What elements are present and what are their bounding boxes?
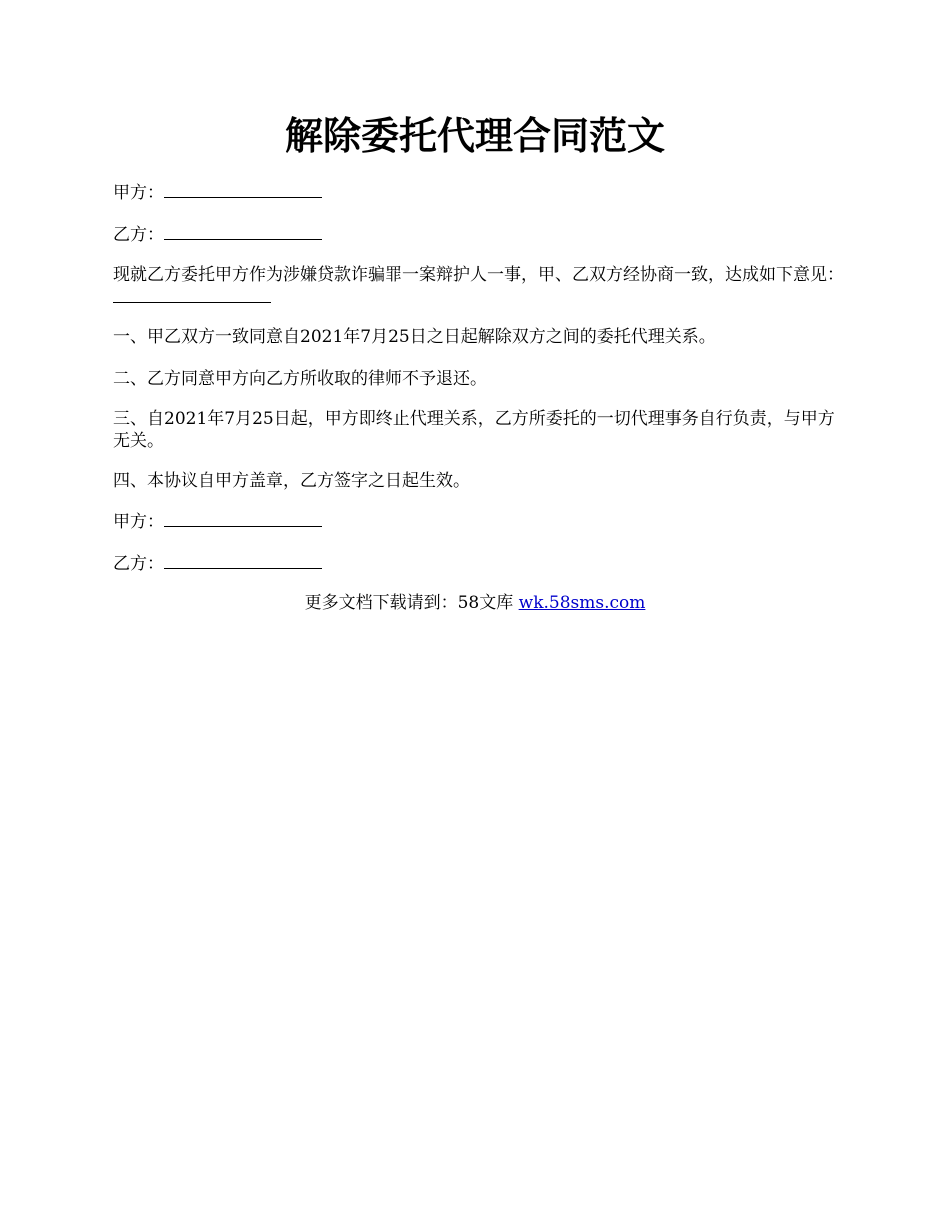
intro-text: 现就乙方委托甲方作为涉嫌贷款诈骗罪一案辩护人一事，甲、乙双方经协商一致，达成如下意见：: [113, 265, 844, 285]
document-title: 解除委托代理合同范文: [284, 113, 665, 158]
intro-paragraph: [113, 264, 848, 309]
clause-4: 四、本协议自甲方盖章，乙方签字之日起生效。: [113, 471, 470, 491]
party-a-line: [113, 181, 848, 204]
clause-3: 三、自2021年7月25日起，甲方即终止代理关系，乙方所委托的一切代理事务自行负责，与甲方无关。: [113, 409, 835, 451]
party-a-label: 甲方：: [113, 183, 164, 203]
signature-party-b-line: [113, 552, 848, 575]
party-b-label: 乙方：: [113, 225, 164, 245]
signature-party-a-line: [113, 510, 848, 533]
clause-1: 一、甲乙双方一致同意自2021年7月25日之日起解除双方之间的委托代理关系。: [113, 327, 716, 347]
footer-text: 更多文档下载请到：58文库: [304, 593, 514, 613]
footer-link[interactable]: wk.58sms.com: [518, 593, 646, 613]
footer: [0, 592, 950, 614]
intro-blank: [113, 286, 271, 303]
party-b-line: [113, 223, 848, 246]
party-b-blank: [164, 223, 322, 240]
signature-party-b-blank: [164, 552, 322, 569]
party-a-blank: [164, 181, 322, 198]
signature-party-a-label: 甲方：: [113, 512, 164, 532]
clause-2: 二、乙方同意甲方向乙方所收取的律师不予退还。: [113, 369, 487, 389]
signature-party-a-blank: [164, 510, 322, 527]
signature-party-b-label: 乙方：: [113, 554, 164, 574]
